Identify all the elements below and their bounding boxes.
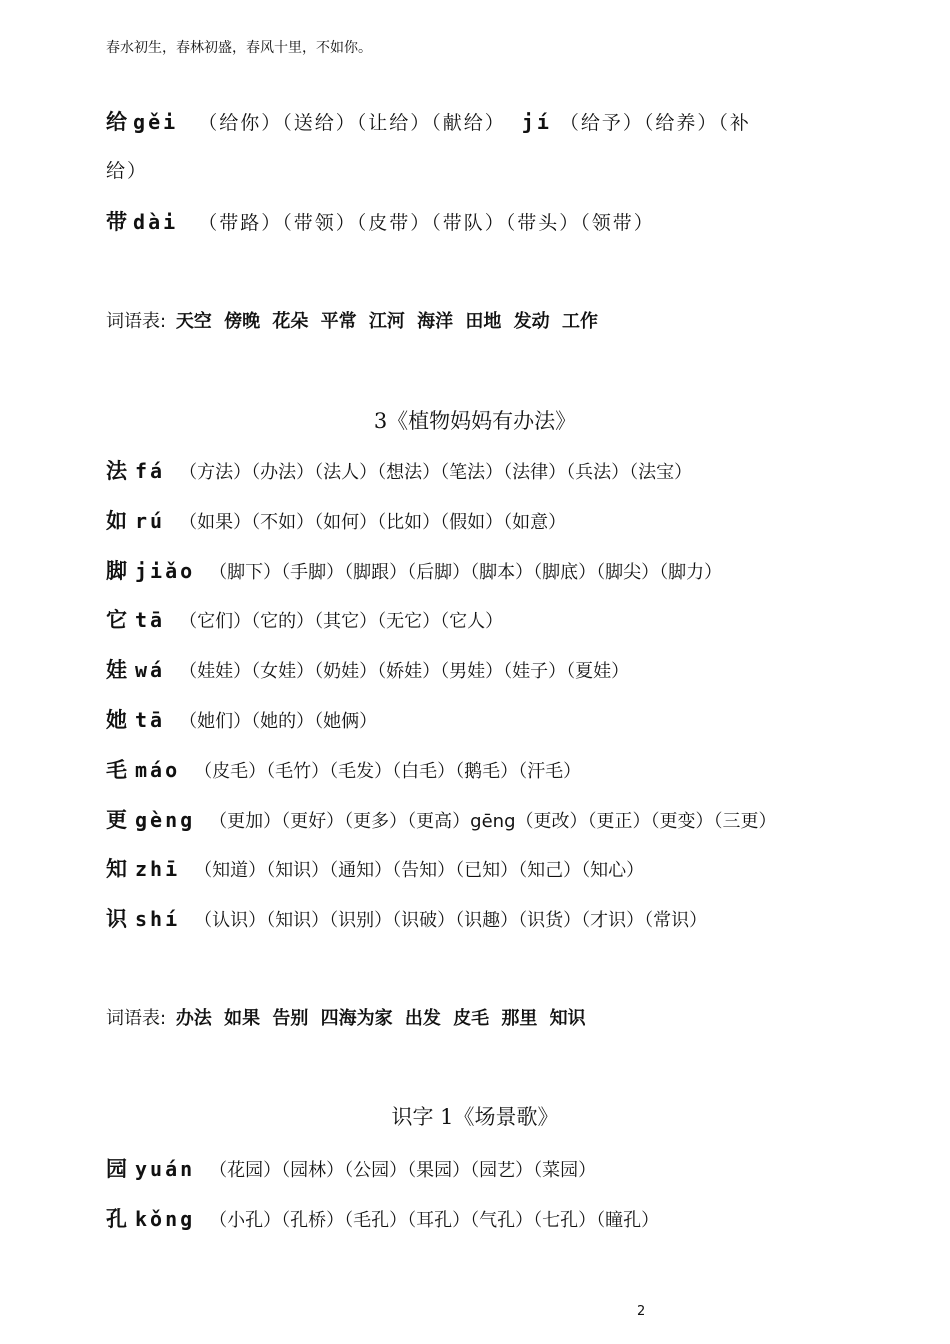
entry-row: [106, 903, 707, 933]
entry-char: 孔: [106, 1206, 127, 1231]
entry-dai: [106, 206, 655, 236]
entry-char: 法: [106, 458, 127, 483]
page-number: 2: [637, 1304, 646, 1319]
entry-pinyin: zhī: [135, 857, 181, 882]
entry-words: （娃娃）（女娃）（奶娃）（娇娃）（男娃）（娃子）（夏娃）: [179, 661, 630, 683]
entry-pinyin: rú: [135, 508, 166, 533]
vocab-list-a: [106, 307, 598, 333]
lesson-title: 识字 1《场景歌》: [391, 1105, 559, 1129]
entry-row: [106, 455, 692, 485]
entry-words: （方法）（办法）（法人）（想法）（笔法）（法律）（兵法）（法宝）: [179, 462, 693, 483]
entry-row: [106, 555, 722, 585]
vocab-list-b: [106, 1004, 586, 1030]
entry-words: （脚下）（手脚）（脚跟）（后脚）（脚本）（脚底）（脚尖）（脚力）: [209, 561, 723, 583]
entry-words: （如果）（不如）（如何）（比如）（假如）（如意）: [179, 511, 567, 533]
entry-alt-pinyin: jí: [521, 110, 552, 134]
entry-row: [106, 1203, 659, 1233]
entry-pinyin: fá: [135, 459, 166, 483]
entry-char: 娃: [106, 657, 127, 683]
vocab-items: 办法 如果 告别 四海为家 出发 皮毛 那里 知识: [175, 1008, 586, 1029]
entry-pinyin: jiǎo: [135, 558, 196, 583]
entry-words: （给你）（送给）（让给）（献给）: [198, 112, 506, 134]
entry-char: 她: [106, 707, 127, 732]
entry-char: 给: [106, 109, 127, 134]
entry-char: 它: [106, 607, 127, 633]
entry-char: 脚: [106, 557, 127, 583]
entry-pinyin: gěi: [133, 110, 179, 134]
lesson-title: 3《植物妈妈有办法》: [373, 409, 577, 433]
vocab-label: 词语表:: [106, 311, 167, 332]
entry-words-continued: 给）: [106, 160, 149, 182]
entry-char: 知: [106, 856, 127, 882]
entry-words: （认识）（知识）（识别）（识破）（识趣）（识货）（才识）（常识）: [194, 910, 708, 932]
entry-pinyin: kǒng: [135, 1207, 196, 1231]
entry-char: 带: [106, 209, 127, 234]
entry-pinyin: yuán: [135, 1157, 196, 1181]
entry-words: （知道）（知识）（通知）（告知）（已知）（知己）（知心）: [194, 860, 645, 882]
entry-gei: [106, 106, 751, 136]
entry-pinyin: máo: [135, 757, 181, 782]
entry-pinyin: wá: [135, 658, 166, 683]
entry-row: [106, 604, 503, 634]
entry-pinyin: tā: [135, 708, 166, 732]
entry-words: （更加）（更好）（更多）（更高）gēng（更改）（更正）（更变）（三更）: [209, 810, 777, 832]
entry-words: （带路）（带领）（皮带）（带队）（带头）（领带）: [198, 212, 655, 234]
entry-row: [106, 804, 777, 834]
entry-words: （皮毛）（毛竹）（毛发）（白毛）（鹅毛）（汗毛）: [194, 760, 582, 782]
entry-row: [106, 505, 566, 535]
entry-row: [106, 654, 629, 684]
entry-char: 园: [106, 1156, 127, 1181]
entry-pinyin: shí: [135, 907, 181, 932]
entry-row: [106, 704, 377, 734]
entry-gei-continued: [106, 156, 148, 183]
entry-row: [106, 1153, 596, 1183]
entry-char: 如: [106, 507, 127, 533]
entry-words: （小孔）（孔桥）（毛孔）（耳孔）（气孔）（七孔）（瞳孔）: [209, 1210, 660, 1231]
entry-alt-words: （给予）（给养）（补: [559, 112, 751, 134]
entry-words: （它们）（它的）（其它）（无它）（它人）: [179, 611, 504, 633]
entry-row: [106, 754, 581, 784]
page-header-quote: 春水初生，春林初盛，春风十里，不如你。: [106, 40, 372, 56]
entry-char: 更: [106, 806, 127, 832]
entry-row: [106, 853, 644, 883]
vocab-label: 词语表:: [106, 1008, 167, 1029]
vocab-items: 天空 傍晚 花朵 平常 江河 海洋 田地 发动 工作: [175, 311, 598, 332]
entry-char: 毛: [106, 756, 127, 782]
entry-words: （她们）（她的）（她俩）: [179, 711, 378, 732]
entry-char: 识: [106, 906, 127, 932]
entry-pinyin: tā: [135, 608, 166, 633]
entry-pinyin: dài: [133, 210, 179, 234]
entry-pinyin: gèng: [135, 807, 196, 832]
entry-words: （花园）（园林）（公园）（果园）（园艺）（菜园）: [209, 1160, 597, 1181]
